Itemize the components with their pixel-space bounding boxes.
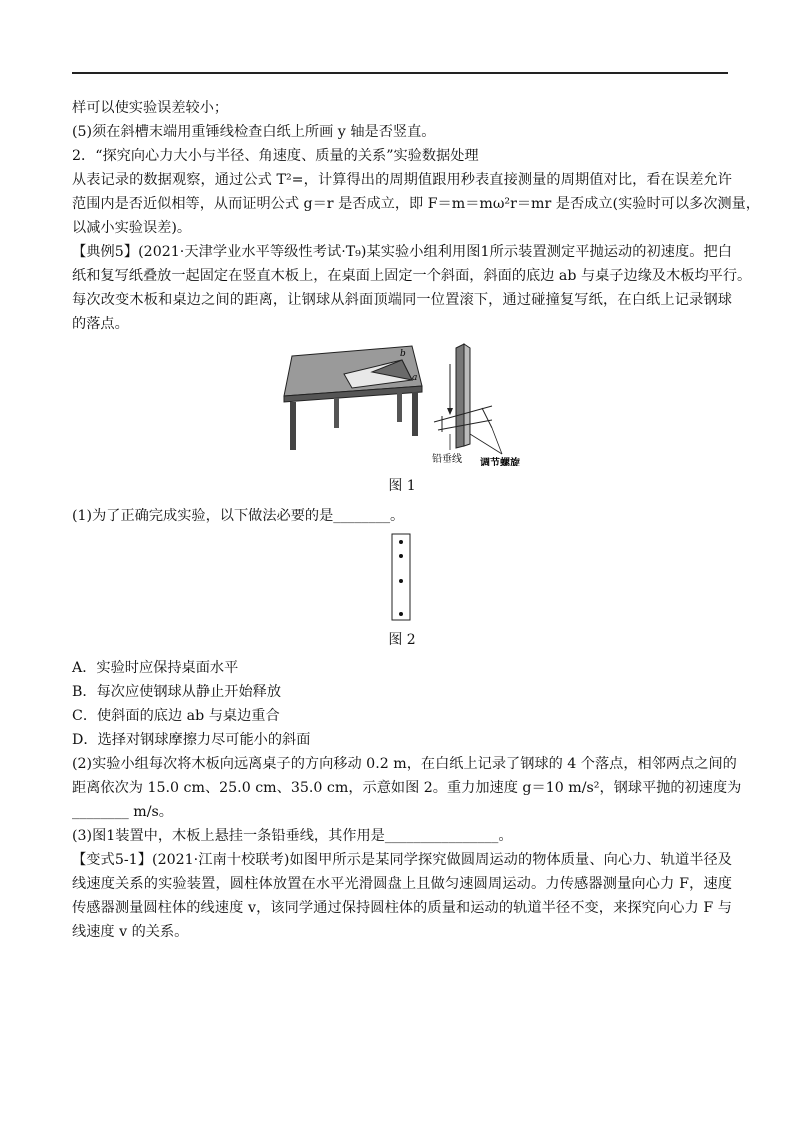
text-line: 样可以使实验误差较小；	[72, 100, 229, 116]
question-2-line: (2)实验小组每次将木板向远离桌子的方向移动 0.2 m，在白纸上记录了钢球的 4 个落点，相邻两点之间的	[72, 756, 737, 772]
section-heading: 2．“探究向心力大小与半径、角速度、质量的关系”实验数据处理	[72, 148, 479, 164]
question-1: (1)为了正确完成实验，以下做法必要的是________。	[72, 508, 405, 524]
label-a: a	[412, 373, 418, 383]
example-title: 【典例5】(2021·天津学业水平等级性考试·T₉)某实验小组利用图1所示装置测定平抛运动的初速度。把白	[72, 244, 732, 260]
text-line: 范围内是否近似相等，从而证明公式 g＝r 是否成立，即 F＝m＝mω²r＝mr 是否成立(实验时可以多次测量，	[72, 196, 760, 212]
figure-1-drawing	[72, 336, 732, 466]
table-leg	[334, 398, 339, 428]
label-screw: 调节螺旋	[480, 458, 520, 466]
figure-1	[72, 336, 732, 466]
text-line: 纸和复写纸叠放一起固定在竖直木板上，在桌面上固定一个斜面，斜面的底边 ab 与桌子边缘及木板均平行。	[72, 268, 752, 284]
text-line: (5)须在斜槽末端用重锤线检查白纸上所画 y 轴是否竖直。	[72, 124, 436, 140]
text-line: 以减小实验误差)。	[72, 220, 192, 236]
variant-line: 传感器测量圆柱体的线速度 v，该同学通过保持圆柱体的质量和运动的轨道半径不变，来探究向心力 F 与	[72, 900, 732, 916]
header-rule	[72, 72, 728, 74]
landing-dot	[399, 579, 403, 583]
option-a: A．实验时应保持桌面水平	[72, 660, 239, 676]
table-leg	[397, 390, 402, 422]
option-c: C．使斜面的底边 ab 与桌边重合	[72, 708, 280, 724]
board-side	[464, 344, 470, 446]
paper-strip	[392, 534, 410, 620]
plumb-bob	[447, 408, 453, 415]
table-leg	[290, 402, 296, 450]
page-content	[72, 96, 760, 944]
label-plumb: 铅垂线	[432, 454, 462, 465]
question-2-line: 距离依次为 15.0 cm、25.0 cm、35.0 cm，示意如图 2。重力加速度 g＝10 m/s²，钢球平抛的初速度为	[72, 780, 742, 796]
text-line: 的落点。	[72, 316, 129, 332]
figure-2-drawing	[72, 528, 732, 624]
landing-dot	[399, 612, 403, 616]
variant-line: 线速度 v 的关系。	[72, 924, 189, 940]
landing-dot	[399, 540, 403, 544]
table-leg	[412, 392, 418, 436]
option-d: D．选择对钢球摩擦力尽可能小的斜面	[72, 732, 311, 748]
question-3: (3)图1装置中，木板上悬挂一条铅垂线，其作用是________________。	[72, 828, 513, 844]
board	[456, 344, 464, 448]
option-b: B．每次应使钢球从静止开始释放	[72, 684, 282, 700]
landing-dot	[399, 554, 403, 558]
pointer-line	[492, 428, 502, 454]
figure-2	[72, 528, 732, 624]
stand-line	[482, 408, 492, 428]
variant-title: 【变式5-1】(2021·江南十校联考)如图甲所示是某同学探究做圆周运动的物体质量、向心力、轨道半径及	[72, 852, 732, 868]
figure-1-caption: 图 1	[388, 478, 416, 494]
pointer-line	[470, 434, 502, 454]
text-line: 从表记录的数据观察，通过公式 T²=，计算得出的周期值跟用秒表直接测量的周期值对比，看在误差允许	[72, 172, 732, 188]
question-2-line: ________ m/s。	[72, 804, 173, 820]
variant-line: 线速度关系的实验装置，圆柱体放置在水平光滑圆盘上且做匀速圆周运动。力传感器测量向心力 F，速度	[72, 876, 732, 892]
figure-2-caption: 图 2	[388, 632, 416, 648]
label-b: b	[400, 349, 406, 359]
text-line: 每次改变木板和桌边之间的距离，让钢球从斜面顶端同一位置滚下，通过碰撞复写纸，在白纸上记录钢球	[72, 292, 732, 308]
